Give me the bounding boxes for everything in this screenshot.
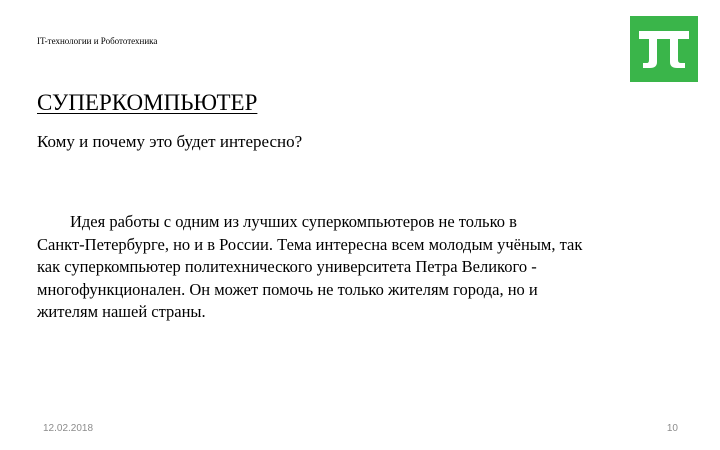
body-line: Идея работы с одним из лучших суперкомпьютеров не только в [70,212,517,231]
footer-date: 12.02.2018 [43,423,94,434]
body-line: многофункционален. Он может помочь не только жителям города, но и [37,279,538,299]
body-line: Санкт-Петербурге, но и в России. Тема интересна всем молодым учёным, так [37,234,583,254]
slide-subtitle: Кому и почему это будет интересно? [37,132,303,151]
body-line: жителям нашей страны. [37,302,206,321]
logo [630,16,698,82]
body-line: как суперкомпьютер политехнического университета Петра Великого - [37,257,537,276]
pi-icon [630,16,698,82]
body-paragraph [37,211,655,324]
slide-title: СУПЕРКОМПЬЮТЕР [37,90,258,115]
header-subject: IT-технологии и Робототехника [37,36,158,46]
page-number: 10 [666,423,678,434]
